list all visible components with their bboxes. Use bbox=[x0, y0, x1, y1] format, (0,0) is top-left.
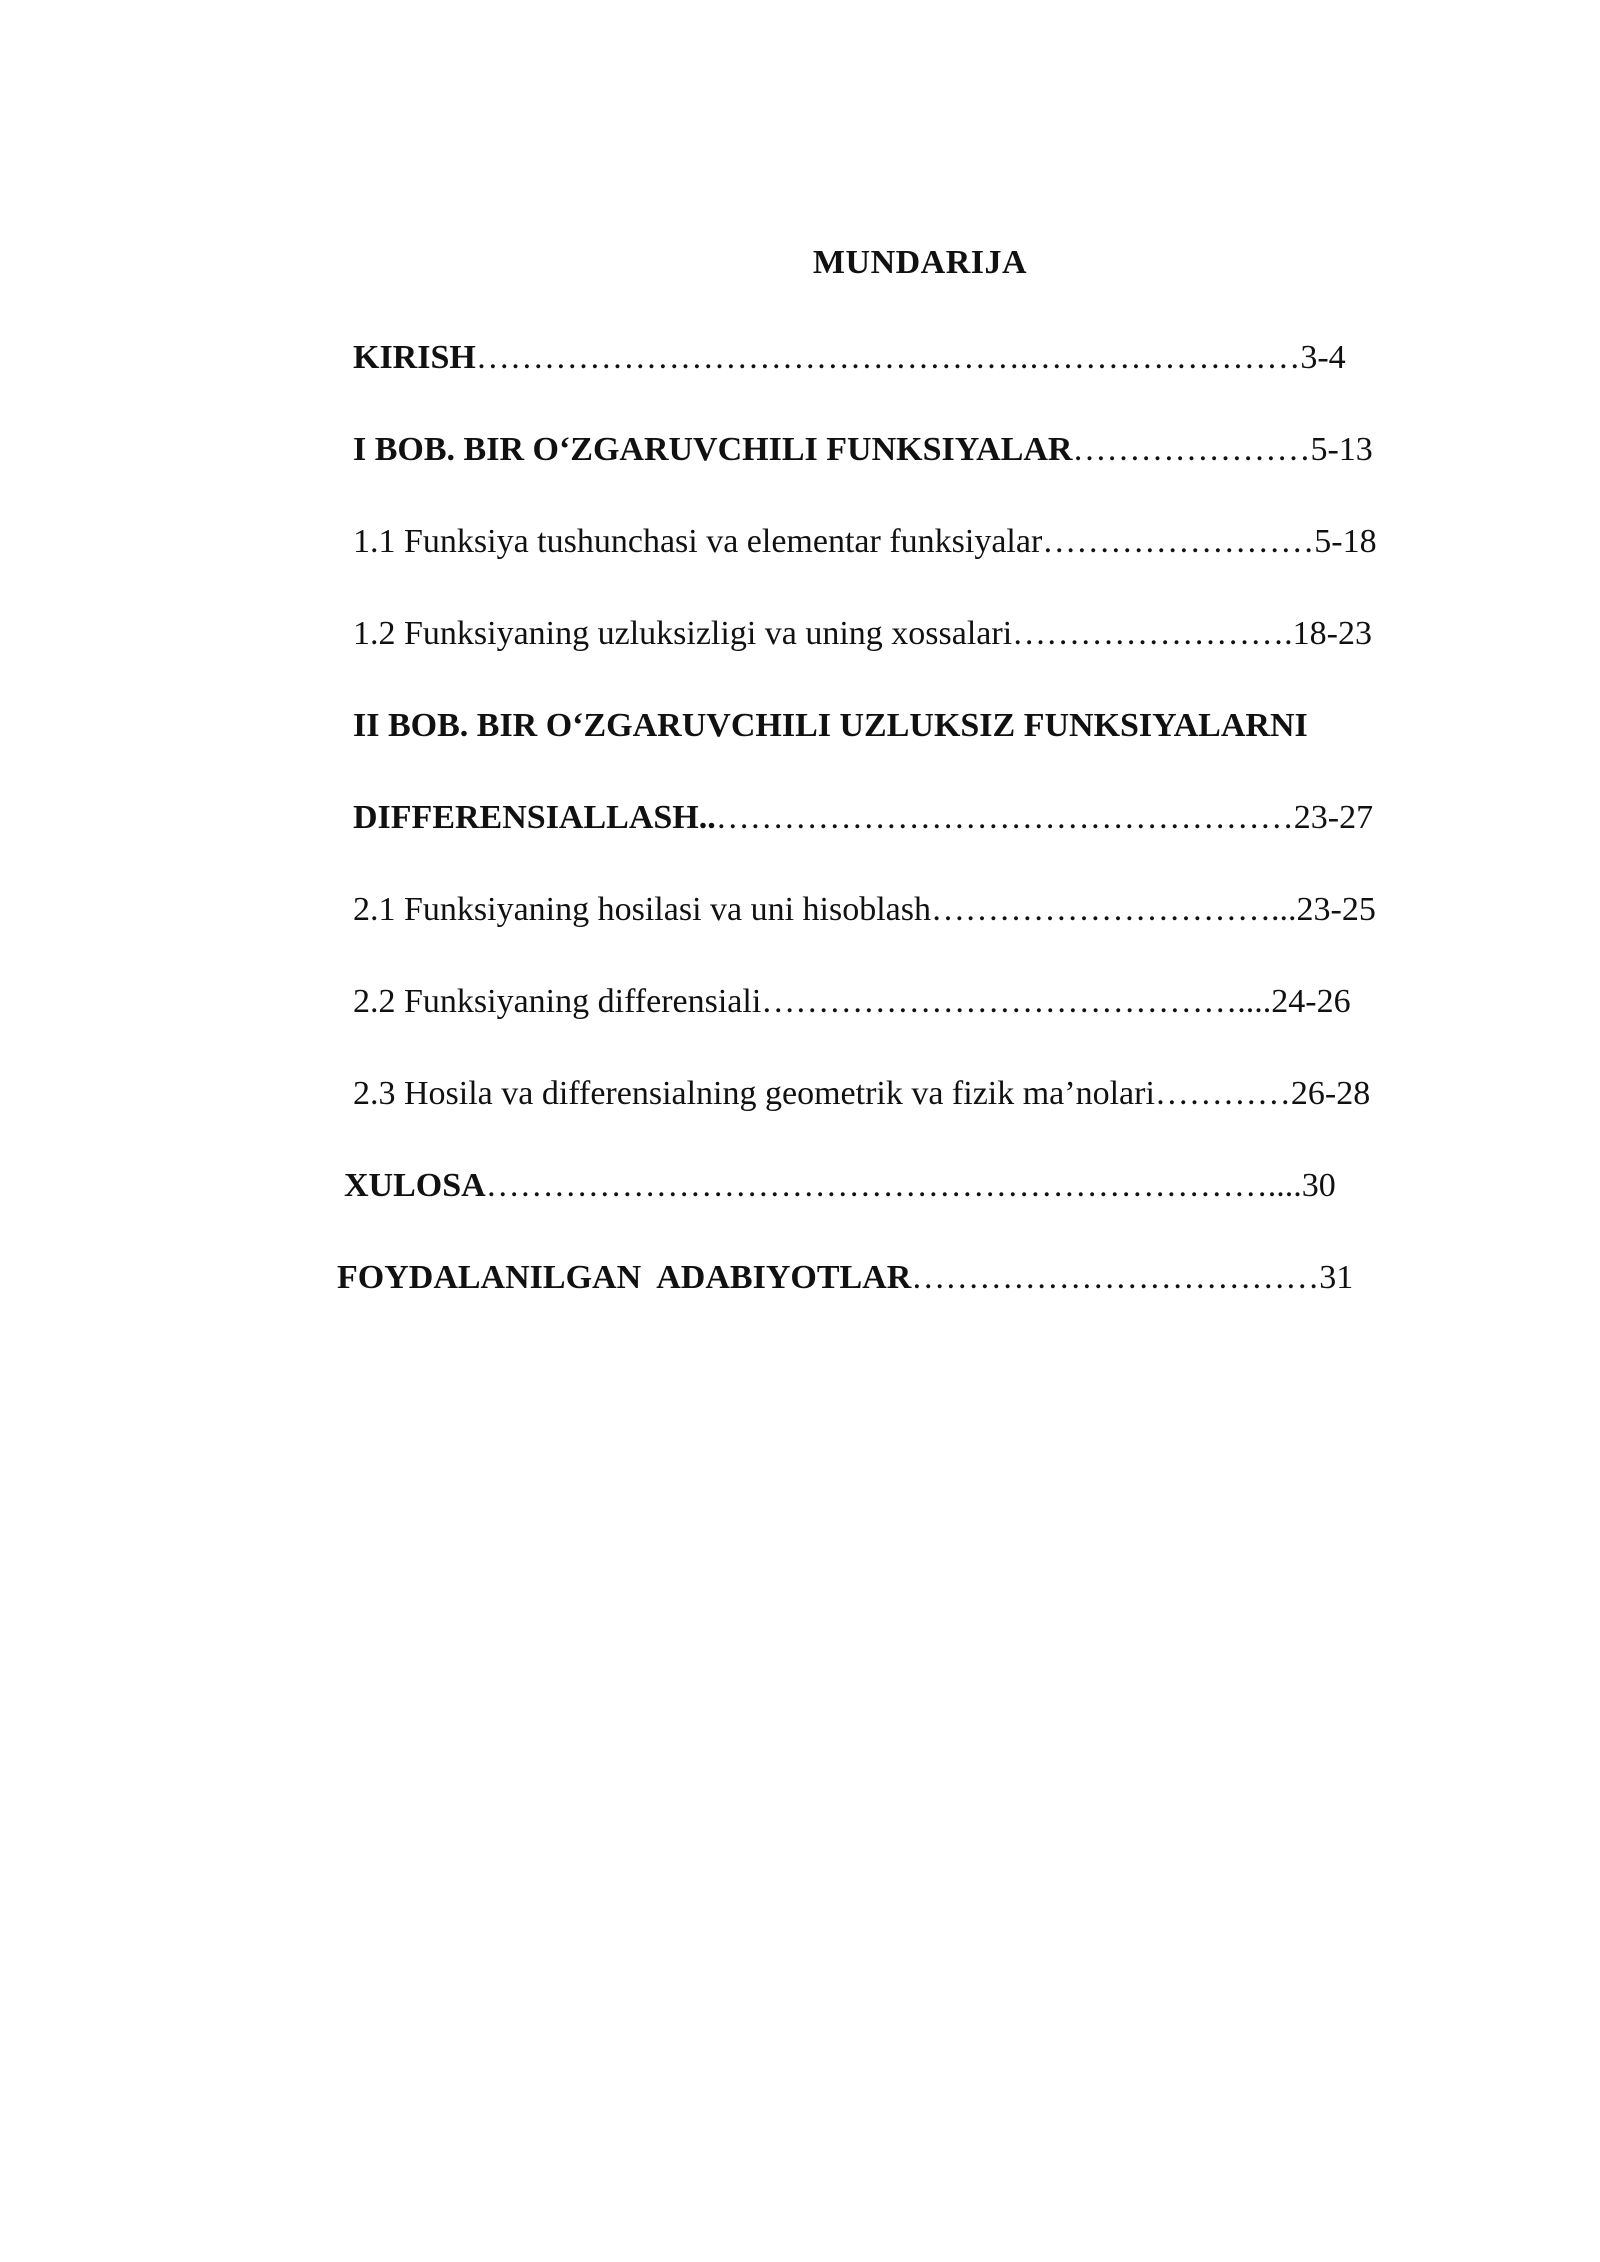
toc-entry-xulosa bbox=[344, 1166, 1336, 1206]
toc-entry-label: KIRISH bbox=[353, 339, 476, 376]
toc-entry-leader: ………………… bbox=[1072, 431, 1311, 468]
toc-entry-label: 1.2 Funksiyaning uzluksizligi va uning xossalari bbox=[353, 615, 1013, 652]
toc-entry-pages: 30 bbox=[1301, 1167, 1336, 1204]
toc-entry-pages: 31 bbox=[1319, 1259, 1354, 1296]
toc-entry-chapter-2-line-2 bbox=[353, 798, 1373, 838]
toc-entry-leader: ……………………………… bbox=[911, 1259, 1320, 1296]
toc-entry-pages: 26-28 bbox=[1290, 1075, 1371, 1112]
toc-entry-label: 1.1 Funksiya tushunchasi va elementar funksiyalar bbox=[353, 523, 1043, 560]
toc-entry-section-2-3 bbox=[353, 1074, 1370, 1114]
toc-entry-pages: 23-27 bbox=[1293, 799, 1374, 836]
toc-entry-leader: …………………………... bbox=[931, 891, 1297, 928]
toc-entry-section-1-1 bbox=[353, 522, 1377, 562]
toc-entry-leader: …………………… bbox=[1042, 523, 1315, 560]
toc-entry-label: FOYDALANILGAN ADABIYOTLAR bbox=[337, 1259, 912, 1296]
toc-entry-pages: 3-4 bbox=[1300, 339, 1346, 376]
toc-entry-leader: …………………………………….... bbox=[761, 983, 1272, 1020]
toc-entry-label: 2.1 Funksiyaning hosilasi va uni hisoblash bbox=[353, 891, 931, 928]
toc-entry-label: II BOB. BIR O‘ZGARUVCHILI UZLUKSIZ FUNKSIYALARNI bbox=[353, 707, 1308, 744]
toc-entry-chapter-2-line-1 bbox=[353, 706, 1308, 746]
toc-entry-label: XULOSA bbox=[344, 1167, 486, 1204]
toc-entry-leader: ………………………………………….…………………… bbox=[475, 339, 1301, 376]
toc-entry-leader: …………………………………………………………….... bbox=[485, 1167, 1302, 1204]
toc-entry-section-2-1 bbox=[353, 890, 1376, 930]
toc-entry-chapter-1 bbox=[353, 430, 1373, 470]
toc-entry-leader: …………………………………………… bbox=[715, 799, 1294, 836]
toc-entry-pages: 18-23 bbox=[1292, 615, 1372, 652]
toc-entry-references bbox=[337, 1258, 1353, 1298]
toc-entry-pages: 5-13 bbox=[1310, 431, 1373, 468]
toc-title: MUNDARIJA bbox=[812, 244, 1028, 281]
toc-entry-label: 2.2 Funksiyaning differensiali bbox=[353, 983, 762, 1020]
toc-entry-leader: ……………………. bbox=[1012, 615, 1293, 652]
toc-entry-label: I BOB. BIR O‘ZGARUVCHILI FUNKSIYALAR bbox=[353, 431, 1073, 468]
toc-entry-label: DIFFERENSIALLASH.. bbox=[353, 799, 716, 836]
toc-entry-kirish bbox=[353, 338, 1346, 378]
toc-entry-pages: 23-25 bbox=[1296, 891, 1376, 928]
toc-entry-leader: ………… bbox=[1154, 1075, 1291, 1112]
toc-entry-pages: 5-18 bbox=[1314, 523, 1377, 560]
toc-entry-section-1-2 bbox=[353, 614, 1372, 654]
toc-entry-section-2-2 bbox=[353, 982, 1351, 1022]
toc-entry-label: 2.3 Hosila va differensialning geometrik va fizik ma’nolari bbox=[353, 1075, 1155, 1112]
toc-entry-pages: 24-26 bbox=[1271, 983, 1351, 1020]
